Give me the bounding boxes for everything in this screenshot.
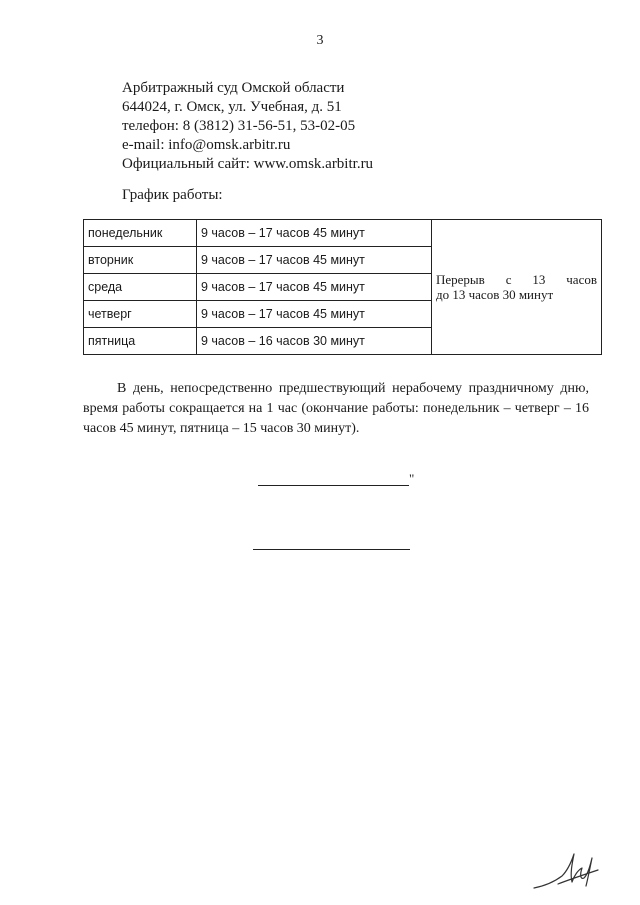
email-line: e-mail: info@omsk.arbitr.ru (122, 137, 291, 153)
schedule-hours: 9 часов – 17 часов 45 минут (197, 274, 432, 301)
handwritten-signature-icon (528, 848, 602, 894)
break-line-2: до 13 часов 30 минут (436, 287, 554, 302)
schedule-hours: 9 часов – 17 часов 45 минут (197, 301, 432, 328)
schedule-day: понедельник (84, 220, 197, 247)
schedule-hours: 9 часов – 16 часов 30 минут (197, 328, 432, 355)
schedule-hours: 9 часов – 17 часов 45 минут (197, 220, 432, 247)
schedule-day: четверг (84, 301, 197, 328)
signature-line-1 (258, 485, 409, 486)
schedule-hours: 9 часов – 17 часов 45 минут (197, 247, 432, 274)
schedule-day: пятница (84, 328, 197, 355)
break-line-1: Перерыв с 13 часов (436, 272, 597, 287)
court-name: Арбитражный суд Омской области (122, 80, 345, 96)
phone-line: телефон: 8 (3812) 31-56-51, 53-02-05 (122, 118, 356, 134)
schedule-day: среда (84, 274, 197, 301)
website-line: Официальный сайт: www.omsk.arbitr.ru (122, 156, 374, 172)
break-cell (432, 220, 602, 355)
closing-quote-mark: " (409, 471, 415, 486)
postal-address: 644024, г. Омск, ул. Учебная, д. 51 (122, 99, 342, 115)
page-number: 3 (316, 33, 324, 48)
signature-line-2 (253, 549, 410, 550)
court-address-block (122, 79, 373, 174)
schedule-day: вторник (84, 247, 197, 274)
schedule-title: График работы: (122, 187, 223, 203)
schedule-table (83, 219, 602, 355)
holiday-note: В день, непосредственно предшествующий нерабочему праздничному дню, время работы сокращается на 1 час (окончание работы: понедельник – четверг – 16 часов 45 минут, пятница – 15 часов 30 минут). (83, 381, 589, 436)
schedule-row (84, 220, 602, 247)
